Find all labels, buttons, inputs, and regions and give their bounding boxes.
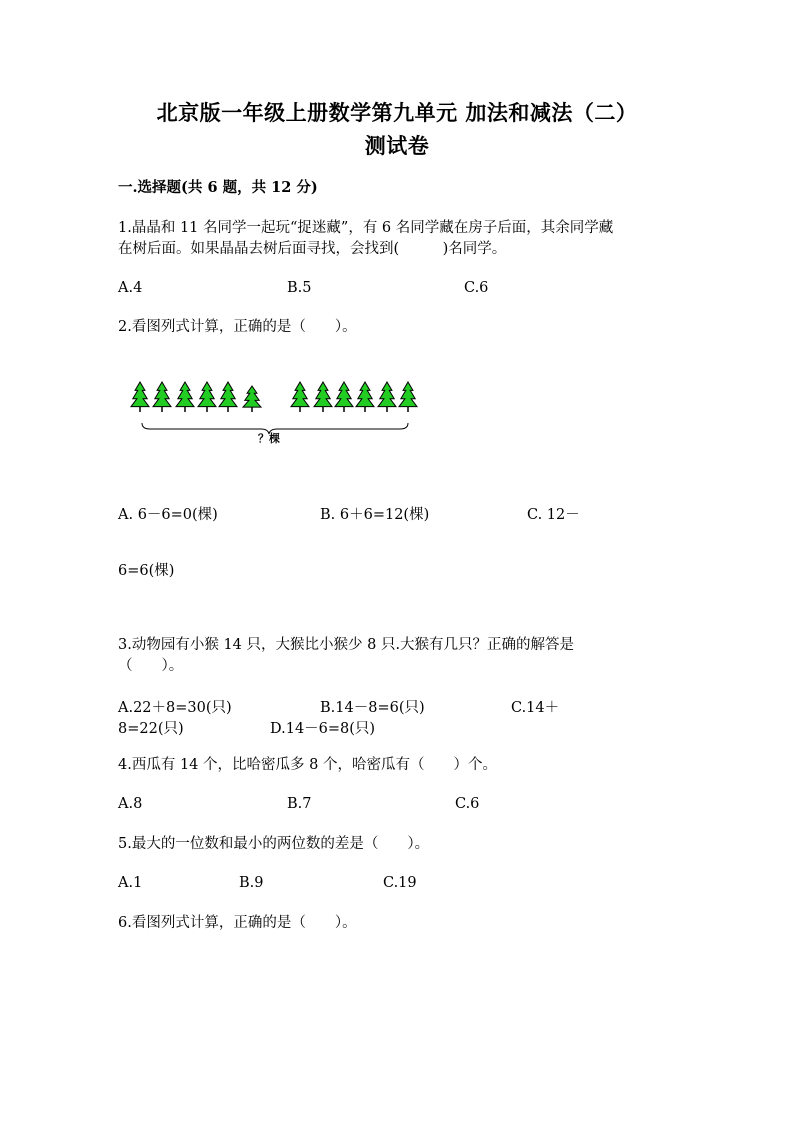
question-3-line-1: 3.动物园有小猴 14 只，大猴比小猴少 8 只.大猴有几只？正确的解答是 [118,637,575,653]
question-5-option-c: C.19 [383,875,417,891]
question-1-option-c: C.6 [464,280,489,296]
page-subtitle: 测试卷 [364,133,430,158]
question-2-option-a: A. 6－6=0(棵) [118,507,218,523]
question-1-line-2: 在树后面。如果晶晶去树后面寻找，会找到( )名同学。 [118,241,507,257]
tree-icon [314,382,332,407]
question-6-line-1: 6.看图列式计算，正确的是（ ）。 [118,915,357,931]
question-1-line-1: 1.晶晶和 11 名同学一起玩“捉迷藏”，有 6 名同学藏在房子后面，其余同学藏 [118,220,614,236]
question-2-line-1: 2.看图列式计算，正确的是（ ）。 [118,319,357,335]
tree-group [131,382,417,412]
question-5-option-b: B.9 [239,875,264,891]
question-3-option-c-cont: 8=22(只) [118,721,184,737]
question-5-line-1: 5.最大的一位数和最小的两位数的差是（ ）。 [118,836,430,852]
question-3-option-d: D.14－6=8(只) [270,721,376,737]
section-heading: 一.选择题(共 6 题，共 12 分) [118,179,318,196]
page-title: 北京版一年级上册数学第九单元 加法和减法（二） [156,100,638,125]
tree-icon [291,382,309,407]
question-4-line-1: 4.西瓜有 14 个，比哈密瓜多 8 个，哈密瓜有（ ）个。 [118,757,497,773]
question-4-option-c: C.6 [455,796,480,812]
tree-icon [243,386,261,407]
question-4-option-a: A.8 [118,796,143,812]
tree-icon [176,382,194,407]
tree-icon [131,382,149,407]
question-4-option-b: B.7 [287,796,312,812]
question-3-option-a: A.22＋8=30(只) [118,700,232,716]
tree-icon [198,382,216,407]
figure-label: ？棵 [258,433,280,445]
question-1-option-a: A.4 [118,280,143,296]
question-2-option-c-cont: 6=6(棵) [118,563,175,579]
tree-icon [399,382,417,407]
question-3-option-c: C.14＋ [511,700,560,716]
question-2-option-c: C. 12－ [527,507,580,523]
tree-icon [335,382,353,407]
question-3-line-2: （ ）。 [118,658,184,674]
tree-icon [153,382,171,407]
tree-icon [378,382,396,407]
trees-figure [128,376,428,451]
question-5-option-a: A.1 [118,875,143,891]
tree-icon [356,382,374,407]
question-2-option-b: B. 6＋6=12(棵) [320,507,430,523]
question-1-option-b: B.5 [287,280,312,296]
question-3-option-b: B.14－8=6(只) [320,700,425,716]
tree-icon [219,382,237,407]
